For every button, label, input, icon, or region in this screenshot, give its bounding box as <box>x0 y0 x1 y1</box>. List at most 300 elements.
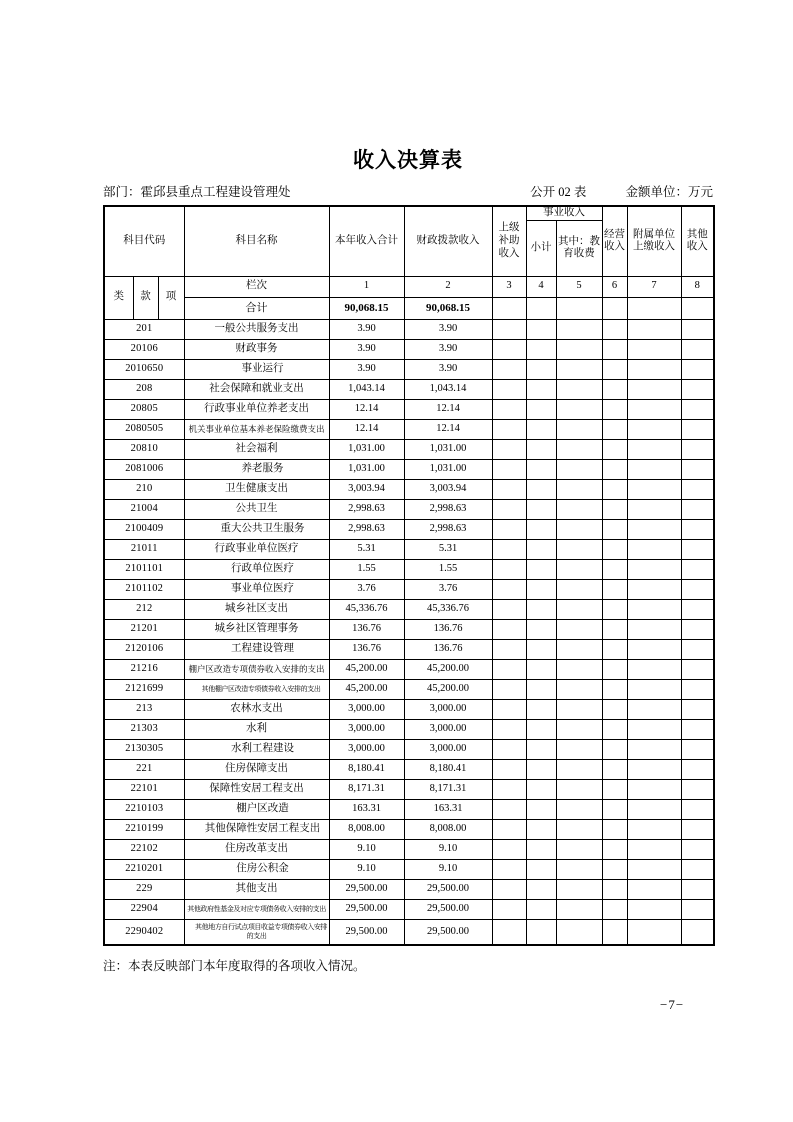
empty-cell <box>627 819 681 839</box>
empty-cell <box>602 839 627 859</box>
empty-cell <box>681 919 714 945</box>
empty-cell <box>526 319 556 339</box>
subject-name: 社会保障和就业支出 <box>184 379 329 399</box>
empty-cell <box>492 879 526 899</box>
fiscal-allocation-value: 9.10 <box>404 859 492 879</box>
empty-cell <box>526 339 556 359</box>
empty-cell <box>627 519 681 539</box>
empty-cell <box>627 679 681 699</box>
empty-cell <box>526 399 556 419</box>
empty-cell <box>526 519 556 539</box>
empty-cell <box>556 459 602 479</box>
annual-income-value: 8,171.31 <box>329 779 404 799</box>
empty-cell <box>627 499 681 519</box>
empty-cell <box>602 559 627 579</box>
fiscal-allocation-value: 45,336.76 <box>404 599 492 619</box>
annual-income-value: 3,000.00 <box>329 739 404 759</box>
empty-cell <box>681 679 714 699</box>
empty-cell <box>602 679 627 699</box>
subject-name: 工程建设管理 <box>184 639 329 659</box>
meta-right <box>530 182 713 200</box>
subject-code: 213 <box>104 699 184 719</box>
annual-income-value: 136.76 <box>329 639 404 659</box>
table-row-21004 <box>104 499 714 519</box>
empty-cell <box>602 619 627 639</box>
empty-cell <box>681 899 714 919</box>
annual-income-value: 45,200.00 <box>329 679 404 699</box>
empty-cell <box>602 297 627 319</box>
fiscal-allocation-value: 5.31 <box>404 539 492 559</box>
header-section: 款 <box>133 276 158 319</box>
subject-name: 公共卫生 <box>184 499 329 519</box>
empty-cell <box>556 879 602 899</box>
empty-cell <box>526 639 556 659</box>
empty-cell <box>627 619 681 639</box>
fiscal-allocation-value: 3,000.00 <box>404 719 492 739</box>
empty-cell <box>681 339 714 359</box>
header-subject-name: 科目名称 <box>184 206 329 276</box>
empty-cell <box>627 879 681 899</box>
table-row-22101 <box>104 779 714 799</box>
empty-cell <box>627 779 681 799</box>
annual-income-value: 9.10 <box>329 839 404 859</box>
empty-cell <box>526 359 556 379</box>
fiscal-allocation-value: 3,000.00 <box>404 699 492 719</box>
empty-cell <box>492 559 526 579</box>
empty-cell <box>492 297 526 319</box>
empty-cell <box>556 439 602 459</box>
subject-code: 2101101 <box>104 559 184 579</box>
column-number-2: 2 <box>404 276 492 297</box>
empty-cell <box>526 839 556 859</box>
annual-income-value: 1,031.00 <box>329 459 404 479</box>
total-fiscal-value: 90,068.15 <box>404 297 492 319</box>
table-row-20805 <box>104 399 714 419</box>
empty-cell <box>602 379 627 399</box>
amount-unit-label: 金额单位：万元 <box>625 185 713 199</box>
empty-cell <box>627 839 681 859</box>
subject-code: 20106 <box>104 339 184 359</box>
empty-cell <box>492 819 526 839</box>
empty-cell <box>681 519 714 539</box>
empty-cell <box>492 479 526 499</box>
fiscal-allocation-value: 1,043.14 <box>404 379 492 399</box>
empty-cell <box>492 399 526 419</box>
subject-code: 21201 <box>104 619 184 639</box>
empty-cell <box>627 639 681 659</box>
empty-cell <box>526 419 556 439</box>
empty-cell <box>627 919 681 945</box>
subject-name: 农林水支出 <box>184 699 329 719</box>
empty-cell <box>492 519 526 539</box>
empty-cell <box>681 499 714 519</box>
table-row-22102 <box>104 839 714 859</box>
empty-cell <box>602 439 627 459</box>
empty-cell <box>526 719 556 739</box>
subject-name: 城乡社区管理事务 <box>184 619 329 639</box>
empty-cell <box>602 519 627 539</box>
empty-cell <box>556 859 602 879</box>
empty-cell <box>602 859 627 879</box>
subject-name: 其他棚户区改造专项债券收入安排的支出 <box>184 679 329 699</box>
subject-code: 20805 <box>104 399 184 419</box>
empty-cell <box>492 659 526 679</box>
empty-cell <box>556 539 602 559</box>
empty-cell <box>681 639 714 659</box>
subject-code: 21216 <box>104 659 184 679</box>
subject-code: 2010650 <box>104 359 184 379</box>
empty-cell <box>556 499 602 519</box>
empty-cell <box>602 339 627 359</box>
empty-cell <box>492 739 526 759</box>
empty-cell <box>492 419 526 439</box>
header-subtotal: 小计 <box>526 220 556 276</box>
empty-cell <box>492 379 526 399</box>
fiscal-allocation-value: 8,180.41 <box>404 759 492 779</box>
subject-code: 2210199 <box>104 819 184 839</box>
empty-cell <box>681 859 714 879</box>
annual-income-value: 8,180.41 <box>329 759 404 779</box>
total-row <box>104 297 714 319</box>
table-row-21216 <box>104 659 714 679</box>
subject-code: 2210103 <box>104 799 184 819</box>
table-row-2210103 <box>104 799 714 819</box>
empty-cell <box>492 319 526 339</box>
table-row-2210199 <box>104 819 714 839</box>
table-row-213 <box>104 699 714 719</box>
empty-cell <box>602 499 627 519</box>
empty-cell <box>492 719 526 739</box>
annual-income-value: 2,998.63 <box>329 519 404 539</box>
empty-cell <box>602 739 627 759</box>
table-row-2120106 <box>104 639 714 659</box>
annual-income-value: 3,003.94 <box>329 479 404 499</box>
empty-cell <box>602 919 627 945</box>
empty-cell <box>492 539 526 559</box>
empty-cell <box>627 319 681 339</box>
empty-cell <box>492 679 526 699</box>
subject-code: 22904 <box>104 899 184 919</box>
empty-cell <box>681 359 714 379</box>
subject-name: 水利 <box>184 719 329 739</box>
empty-cell <box>556 419 602 439</box>
empty-cell <box>602 459 627 479</box>
empty-cell <box>556 519 602 539</box>
empty-cell <box>627 719 681 739</box>
empty-cell <box>526 739 556 759</box>
table-row-2130305 <box>104 739 714 759</box>
subject-name: 水利工程建设 <box>184 739 329 759</box>
annual-income-value: 3,000.00 <box>329 699 404 719</box>
empty-cell <box>556 819 602 839</box>
header-affiliated-unit-income: 附属单位上缴收入 <box>627 206 681 276</box>
column-number-3: 3 <box>492 276 526 297</box>
fiscal-allocation-value: 45,200.00 <box>404 659 492 679</box>
annual-income-value: 3.76 <box>329 579 404 599</box>
subject-code: 20810 <box>104 439 184 459</box>
fiscal-allocation-value: 45,200.00 <box>404 679 492 699</box>
header-business-income-group: 事业收入 <box>526 206 602 220</box>
empty-cell <box>602 319 627 339</box>
table-row-21201 <box>104 619 714 639</box>
subject-name: 棚户区改造专项债券收入安排的支出 <box>184 659 329 679</box>
annual-income-value: 12.14 <box>329 419 404 439</box>
column-index-label: 栏次 <box>184 276 329 297</box>
subject-code: 2080505 <box>104 419 184 439</box>
empty-cell <box>526 439 556 459</box>
subject-name: 行政事业单位养老支出 <box>184 399 329 419</box>
empty-cell <box>556 579 602 599</box>
empty-cell <box>681 539 714 559</box>
empty-cell <box>526 619 556 639</box>
empty-cell <box>602 399 627 419</box>
subject-code: 2100409 <box>104 519 184 539</box>
empty-cell <box>556 799 602 819</box>
empty-cell <box>556 919 602 945</box>
header-superior-subsidy-income: 上级补助收入 <box>492 206 526 276</box>
empty-cell <box>627 579 681 599</box>
empty-cell <box>627 739 681 759</box>
empty-cell <box>602 719 627 739</box>
empty-cell <box>681 419 714 439</box>
empty-cell <box>492 579 526 599</box>
header-subject-code: 科目代码 <box>104 206 184 276</box>
subject-code: 208 <box>104 379 184 399</box>
header-other-income: 其他收入 <box>681 206 714 276</box>
annual-income-value: 163.31 <box>329 799 404 819</box>
subject-code: 212 <box>104 599 184 619</box>
empty-cell <box>556 479 602 499</box>
empty-cell <box>627 859 681 879</box>
subject-code: 221 <box>104 759 184 779</box>
empty-cell <box>627 399 681 419</box>
subject-code: 21011 <box>104 539 184 559</box>
empty-cell <box>556 339 602 359</box>
column-number-4: 4 <box>526 276 556 297</box>
empty-cell <box>681 699 714 719</box>
empty-cell <box>681 619 714 639</box>
header-fiscal-allocation-income: 财政拨款收入 <box>404 206 492 276</box>
subject-code: 2081006 <box>104 459 184 479</box>
empty-cell <box>556 399 602 419</box>
empty-cell <box>526 659 556 679</box>
empty-cell <box>492 339 526 359</box>
annual-income-value: 1,043.14 <box>329 379 404 399</box>
meta-row <box>103 184 713 200</box>
subject-code: 2101102 <box>104 579 184 599</box>
fiscal-allocation-value: 163.31 <box>404 799 492 819</box>
annual-income-value: 45,200.00 <box>329 659 404 679</box>
empty-cell <box>627 379 681 399</box>
subject-name: 行政事业单位医疗 <box>184 539 329 559</box>
empty-cell <box>492 779 526 799</box>
subject-name: 其他地方自行试点项目收益专项债券收入安排的支出 <box>184 919 329 945</box>
subject-code: 2210201 <box>104 859 184 879</box>
empty-cell <box>627 359 681 379</box>
empty-cell <box>526 919 556 945</box>
subject-name: 棚户区改造 <box>184 799 329 819</box>
empty-cell <box>627 659 681 679</box>
empty-cell <box>602 899 627 919</box>
form-code-label: 公开 02 表 <box>530 185 587 199</box>
table-row-221 <box>104 759 714 779</box>
subject-code: 2290402 <box>104 919 184 945</box>
empty-cell <box>681 839 714 859</box>
table-row-2290402 <box>104 919 714 945</box>
table-body <box>104 319 714 945</box>
empty-cell <box>681 379 714 399</box>
empty-cell <box>526 539 556 559</box>
empty-cell <box>556 839 602 859</box>
empty-cell <box>556 899 602 919</box>
table-row-2101101 <box>104 559 714 579</box>
table-row-21303 <box>104 719 714 739</box>
empty-cell <box>602 419 627 439</box>
empty-cell <box>602 699 627 719</box>
empty-cell <box>681 319 714 339</box>
empty-cell <box>627 459 681 479</box>
page-title: 收入决算表 <box>353 148 463 172</box>
empty-cell <box>681 739 714 759</box>
empty-cell <box>556 699 602 719</box>
subject-name: 社会福利 <box>184 439 329 459</box>
empty-cell <box>526 679 556 699</box>
fiscal-allocation-value: 3.90 <box>404 359 492 379</box>
empty-cell <box>602 539 627 559</box>
subject-name: 养老服务 <box>184 459 329 479</box>
empty-cell <box>556 759 602 779</box>
fiscal-allocation-value: 2,998.63 <box>404 499 492 519</box>
annual-income-value: 1.55 <box>329 559 404 579</box>
empty-cell <box>556 739 602 759</box>
empty-cell <box>556 359 602 379</box>
empty-cell <box>602 879 627 899</box>
empty-cell <box>526 819 556 839</box>
empty-cell <box>602 599 627 619</box>
subject-name: 城乡社区支出 <box>184 599 329 619</box>
empty-cell <box>627 479 681 499</box>
empty-cell <box>556 679 602 699</box>
total-label: 合计 <box>184 297 329 319</box>
fiscal-allocation-value: 29,500.00 <box>404 879 492 899</box>
fiscal-allocation-value: 8,171.31 <box>404 779 492 799</box>
income-table <box>103 205 715 946</box>
empty-cell <box>526 899 556 919</box>
empty-cell <box>681 879 714 899</box>
annual-income-value: 8,008.00 <box>329 819 404 839</box>
empty-cell <box>492 599 526 619</box>
fiscal-allocation-value: 8,008.00 <box>404 819 492 839</box>
footnote: 注：本表反映部门本年度取得的各项收入情况。 <box>103 959 366 973</box>
empty-cell <box>526 879 556 899</box>
empty-cell <box>556 379 602 399</box>
subject-name: 住房公积金 <box>184 859 329 879</box>
subject-name: 机关事业单位基本养老保险缴费支出 <box>184 419 329 439</box>
empty-cell <box>492 799 526 819</box>
header-annual-income-total: 本年收入合计 <box>329 206 404 276</box>
column-number-7: 7 <box>627 276 681 297</box>
subject-code: 2121699 <box>104 679 184 699</box>
table-row-2100409 <box>104 519 714 539</box>
empty-cell <box>492 919 526 945</box>
empty-cell <box>627 759 681 779</box>
subject-name: 其他政府性基金及对应专项债务收入安排的支出 <box>184 899 329 919</box>
subject-code: 22102 <box>104 839 184 859</box>
empty-cell <box>602 579 627 599</box>
empty-cell <box>627 559 681 579</box>
table-header <box>104 206 714 319</box>
department-label: 部门：霍邱县重点工程建设管理处 <box>103 185 291 199</box>
subject-name: 住房保障支出 <box>184 759 329 779</box>
annual-income-value: 136.76 <box>329 619 404 639</box>
total-annual-value: 90,068.15 <box>329 297 404 319</box>
subject-name: 事业单位医疗 <box>184 579 329 599</box>
annual-income-value: 3.90 <box>329 339 404 359</box>
fiscal-allocation-value: 29,500.00 <box>404 919 492 945</box>
subject-name: 保障性安居工程支出 <box>184 779 329 799</box>
empty-cell <box>681 759 714 779</box>
fiscal-allocation-value: 3.76 <box>404 579 492 599</box>
empty-cell <box>492 639 526 659</box>
empty-cell <box>556 319 602 339</box>
empty-cell <box>681 479 714 499</box>
empty-cell <box>556 719 602 739</box>
table-row-21011 <box>104 539 714 559</box>
empty-cell <box>681 799 714 819</box>
empty-cell <box>627 539 681 559</box>
subject-name: 卫生健康支出 <box>184 479 329 499</box>
empty-cell <box>602 639 627 659</box>
fiscal-allocation-value: 1.55 <box>404 559 492 579</box>
empty-cell <box>681 819 714 839</box>
empty-cell <box>602 819 627 839</box>
table-row-20810 <box>104 439 714 459</box>
table-row-2121699 <box>104 679 714 699</box>
empty-cell <box>556 559 602 579</box>
subject-name: 其他支出 <box>184 879 329 899</box>
empty-cell <box>681 439 714 459</box>
table-row-229 <box>104 879 714 899</box>
subject-code: 21004 <box>104 499 184 519</box>
empty-cell <box>681 659 714 679</box>
annual-income-value: 5.31 <box>329 539 404 559</box>
table-row-2101102 <box>104 579 714 599</box>
column-number-6: 6 <box>602 276 627 297</box>
empty-cell <box>556 779 602 799</box>
empty-cell <box>492 759 526 779</box>
empty-cell <box>627 419 681 439</box>
empty-cell <box>627 899 681 919</box>
empty-cell <box>526 799 556 819</box>
table-row-20106 <box>104 339 714 359</box>
empty-cell <box>681 719 714 739</box>
fiscal-allocation-value: 12.14 <box>404 399 492 419</box>
table-row-2010650 <box>104 359 714 379</box>
empty-cell <box>492 359 526 379</box>
page-number: −7− <box>660 997 685 1012</box>
empty-cell <box>556 619 602 639</box>
empty-cell <box>492 619 526 639</box>
subject-code: 201 <box>104 319 184 339</box>
table-row-2080505 <box>104 419 714 439</box>
empty-cell <box>681 297 714 319</box>
empty-cell <box>492 439 526 459</box>
empty-cell <box>627 297 681 319</box>
empty-cell <box>627 599 681 619</box>
empty-cell <box>526 779 556 799</box>
annual-income-value: 29,500.00 <box>329 879 404 899</box>
table-row-2081006 <box>104 459 714 479</box>
